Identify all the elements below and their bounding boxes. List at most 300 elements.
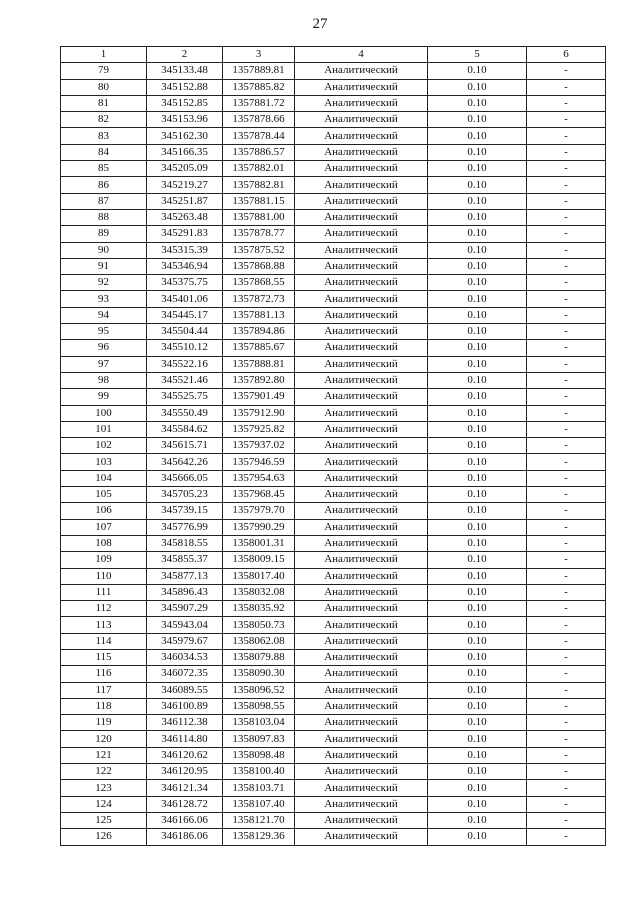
accuracy-cell: 0.10	[428, 552, 527, 568]
page-number: 27	[312, 16, 328, 32]
table-row	[61, 487, 606, 503]
note-cell: -	[527, 584, 606, 600]
accuracy-cell: 0.10	[428, 601, 527, 617]
method-cell: Аналитический	[295, 633, 428, 649]
note-cell: -	[527, 112, 606, 128]
method-cell: Аналитический	[295, 421, 428, 437]
x-coordinate-cell: 345877.13	[147, 568, 223, 584]
x-coordinate-cell: 345907.29	[147, 601, 223, 617]
method-cell: Аналитический	[295, 731, 428, 747]
note-cell: -	[527, 633, 606, 649]
point-number-cell: 92	[61, 275, 147, 291]
x-coordinate-cell: 345776.99	[147, 519, 223, 535]
x-coordinate-cell: 345521.46	[147, 372, 223, 388]
table-row	[61, 731, 606, 747]
method-cell: Аналитический	[295, 405, 428, 421]
table-row	[61, 617, 606, 633]
point-number-cell: 89	[61, 226, 147, 242]
y-coordinate-cell: 1357937.02	[223, 438, 295, 454]
method-cell: Аналитический	[295, 356, 428, 372]
accuracy-cell: 0.10	[428, 63, 527, 79]
note-cell: -	[527, 764, 606, 780]
y-coordinate-cell: 1357901.49	[223, 389, 295, 405]
x-coordinate-cell: 345550.49	[147, 405, 223, 421]
method-cell: Аналитический	[295, 829, 428, 845]
point-number-cell: 105	[61, 487, 147, 503]
point-number-cell: 81	[61, 95, 147, 111]
method-cell: Аналитический	[295, 519, 428, 535]
point-number-cell: 115	[61, 649, 147, 665]
point-number-cell: 90	[61, 242, 147, 258]
point-number-cell: 103	[61, 454, 147, 470]
y-coordinate-cell: 1357888.81	[223, 356, 295, 372]
note-cell: -	[527, 796, 606, 812]
y-coordinate-cell: 1357875.52	[223, 242, 295, 258]
point-number-cell: 121	[61, 747, 147, 763]
table-row	[61, 780, 606, 796]
x-coordinate-cell: 345510.12	[147, 340, 223, 356]
method-cell: Аналитический	[295, 666, 428, 682]
accuracy-cell: 0.10	[428, 438, 527, 454]
point-number-cell: 126	[61, 829, 147, 845]
note-cell: -	[527, 258, 606, 274]
note-cell: -	[527, 291, 606, 307]
method-cell: Аналитический	[295, 209, 428, 225]
x-coordinate-cell: 346034.53	[147, 649, 223, 665]
x-coordinate-cell: 346166.06	[147, 812, 223, 828]
point-number-cell: 114	[61, 633, 147, 649]
table-row	[61, 95, 606, 111]
note-cell: -	[527, 421, 606, 437]
y-coordinate-cell: 1357894.86	[223, 324, 295, 340]
method-cell: Аналитический	[295, 226, 428, 242]
note-cell: -	[527, 503, 606, 519]
y-coordinate-cell: 1358090.30	[223, 666, 295, 682]
note-cell: -	[527, 649, 606, 665]
x-coordinate-cell: 346186.06	[147, 829, 223, 845]
method-cell: Аналитический	[295, 601, 428, 617]
table-row	[61, 666, 606, 682]
method-cell: Аналитический	[295, 682, 428, 698]
point-number-cell: 117	[61, 682, 147, 698]
note-cell: -	[527, 682, 606, 698]
point-number-cell: 100	[61, 405, 147, 421]
note-cell: -	[527, 307, 606, 323]
y-coordinate-cell: 1358097.83	[223, 731, 295, 747]
accuracy-cell: 0.10	[428, 633, 527, 649]
table-row	[61, 747, 606, 763]
method-cell: Аналитический	[295, 584, 428, 600]
accuracy-cell: 0.10	[428, 242, 527, 258]
accuracy-cell: 0.10	[428, 356, 527, 372]
note-cell: -	[527, 63, 606, 79]
x-coordinate-cell: 345401.06	[147, 291, 223, 307]
method-cell: Аналитический	[295, 79, 428, 95]
y-coordinate-cell: 1357878.77	[223, 226, 295, 242]
x-coordinate-cell: 345943.04	[147, 617, 223, 633]
table-row	[61, 275, 606, 291]
note-cell: -	[527, 340, 606, 356]
accuracy-cell: 0.10	[428, 79, 527, 95]
x-coordinate-cell: 345346.94	[147, 258, 223, 274]
note-cell: -	[527, 275, 606, 291]
point-number-cell: 107	[61, 519, 147, 535]
table-row	[61, 242, 606, 258]
accuracy-cell: 0.10	[428, 291, 527, 307]
note-cell: -	[527, 161, 606, 177]
table-row	[61, 112, 606, 128]
x-coordinate-cell: 346114.80	[147, 731, 223, 747]
table-row	[61, 470, 606, 486]
point-number-cell: 82	[61, 112, 147, 128]
y-coordinate-cell: 1357881.72	[223, 95, 295, 111]
table-row	[61, 405, 606, 421]
point-number-cell: 112	[61, 601, 147, 617]
y-coordinate-cell: 1357946.59	[223, 454, 295, 470]
method-cell: Аналитический	[295, 340, 428, 356]
y-coordinate-cell: 1357886.57	[223, 144, 295, 160]
method-cell: Аналитический	[295, 242, 428, 258]
accuracy-cell: 0.10	[428, 95, 527, 111]
x-coordinate-cell: 345152.85	[147, 95, 223, 111]
y-coordinate-cell: 1357912.90	[223, 405, 295, 421]
method-cell: Аналитический	[295, 389, 428, 405]
x-coordinate-cell: 345522.16	[147, 356, 223, 372]
method-cell: Аналитический	[295, 487, 428, 503]
table-row	[61, 698, 606, 714]
y-coordinate-cell: 1358100.40	[223, 764, 295, 780]
accuracy-cell: 0.10	[428, 519, 527, 535]
accuracy-cell: 0.10	[428, 128, 527, 144]
accuracy-cell: 0.10	[428, 470, 527, 486]
y-coordinate-cell: 1358098.55	[223, 698, 295, 714]
note-cell: -	[527, 535, 606, 551]
point-number-cell: 99	[61, 389, 147, 405]
x-coordinate-cell: 345251.87	[147, 193, 223, 209]
x-coordinate-cell: 345705.23	[147, 487, 223, 503]
accuracy-cell: 0.10	[428, 682, 527, 698]
table-row	[61, 764, 606, 780]
method-cell: Аналитический	[295, 307, 428, 323]
table-row	[61, 812, 606, 828]
note-cell: -	[527, 519, 606, 535]
accuracy-cell: 0.10	[428, 405, 527, 421]
y-coordinate-cell: 1358103.04	[223, 715, 295, 731]
column-header: 5	[428, 47, 527, 63]
accuracy-cell: 0.10	[428, 584, 527, 600]
y-coordinate-cell: 1357925.82	[223, 421, 295, 437]
point-number-cell: 96	[61, 340, 147, 356]
table-row	[61, 552, 606, 568]
point-number-cell: 80	[61, 79, 147, 95]
y-coordinate-cell: 1358107.40	[223, 796, 295, 812]
point-number-cell: 84	[61, 144, 147, 160]
y-coordinate-cell: 1357881.00	[223, 209, 295, 225]
note-cell: -	[527, 698, 606, 714]
accuracy-cell: 0.10	[428, 715, 527, 731]
note-cell: -	[527, 747, 606, 763]
accuracy-cell: 0.10	[428, 226, 527, 242]
accuracy-cell: 0.10	[428, 193, 527, 209]
table-row	[61, 584, 606, 600]
method-cell: Аналитический	[295, 715, 428, 731]
y-coordinate-cell: 1357979.70	[223, 503, 295, 519]
table-row	[61, 161, 606, 177]
table-row	[61, 568, 606, 584]
point-number-cell: 106	[61, 503, 147, 519]
table-row	[61, 535, 606, 551]
table-row	[61, 503, 606, 519]
x-coordinate-cell: 346072.35	[147, 666, 223, 682]
method-cell: Аналитический	[295, 812, 428, 828]
point-number-cell: 102	[61, 438, 147, 454]
accuracy-cell: 0.10	[428, 275, 527, 291]
y-coordinate-cell: 1357878.44	[223, 128, 295, 144]
accuracy-cell: 0.10	[428, 503, 527, 519]
y-coordinate-cell: 1358098.48	[223, 747, 295, 763]
x-coordinate-cell: 345166.35	[147, 144, 223, 160]
point-number-cell: 98	[61, 372, 147, 388]
accuracy-cell: 0.10	[428, 421, 527, 437]
y-coordinate-cell: 1358121.70	[223, 812, 295, 828]
accuracy-cell: 0.10	[428, 161, 527, 177]
note-cell: -	[527, 829, 606, 845]
table-body	[61, 63, 606, 845]
accuracy-cell: 0.10	[428, 698, 527, 714]
point-number-cell: 123	[61, 780, 147, 796]
note-cell: -	[527, 177, 606, 193]
x-coordinate-cell: 345152.88	[147, 79, 223, 95]
x-coordinate-cell: 345584.62	[147, 421, 223, 437]
y-coordinate-cell: 1358017.40	[223, 568, 295, 584]
method-cell: Аналитический	[295, 112, 428, 128]
note-cell: -	[527, 487, 606, 503]
note-cell: -	[527, 470, 606, 486]
note-cell: -	[527, 372, 606, 388]
table-row	[61, 291, 606, 307]
note-cell: -	[527, 226, 606, 242]
accuracy-cell: 0.10	[428, 617, 527, 633]
y-coordinate-cell: 1358009.15	[223, 552, 295, 568]
method-cell: Аналитический	[295, 193, 428, 209]
x-coordinate-cell: 345525.75	[147, 389, 223, 405]
table-row	[61, 307, 606, 323]
point-number-cell: 97	[61, 356, 147, 372]
y-coordinate-cell: 1357868.88	[223, 258, 295, 274]
method-cell: Аналитический	[295, 177, 428, 193]
accuracy-cell: 0.10	[428, 389, 527, 405]
point-number-cell: 111	[61, 584, 147, 600]
table-row	[61, 79, 606, 95]
accuracy-cell: 0.10	[428, 796, 527, 812]
note-cell: -	[527, 731, 606, 747]
point-number-cell: 122	[61, 764, 147, 780]
note-cell: -	[527, 324, 606, 340]
y-coordinate-cell: 1357892.80	[223, 372, 295, 388]
method-cell: Аналитический	[295, 144, 428, 160]
note-cell: -	[527, 601, 606, 617]
x-coordinate-cell: 345896.43	[147, 584, 223, 600]
y-coordinate-cell: 1357882.01	[223, 161, 295, 177]
note-cell: -	[527, 812, 606, 828]
y-coordinate-cell: 1358035.92	[223, 601, 295, 617]
y-coordinate-cell: 1357990.29	[223, 519, 295, 535]
method-cell: Аналитический	[295, 324, 428, 340]
accuracy-cell: 0.10	[428, 112, 527, 128]
note-cell: -	[527, 552, 606, 568]
x-coordinate-cell: 345219.27	[147, 177, 223, 193]
method-cell: Аналитический	[295, 568, 428, 584]
method-cell: Аналитический	[295, 63, 428, 79]
y-coordinate-cell: 1358032.08	[223, 584, 295, 600]
accuracy-cell: 0.10	[428, 731, 527, 747]
note-cell: -	[527, 209, 606, 225]
y-coordinate-cell: 1358096.52	[223, 682, 295, 698]
table-row	[61, 421, 606, 437]
column-header: 4	[295, 47, 428, 63]
accuracy-cell: 0.10	[428, 649, 527, 665]
accuracy-cell: 0.10	[428, 144, 527, 160]
method-cell: Аналитический	[295, 372, 428, 388]
table-row	[61, 389, 606, 405]
note-cell: -	[527, 568, 606, 584]
point-number-cell: 104	[61, 470, 147, 486]
accuracy-cell: 0.10	[428, 307, 527, 323]
table-row	[61, 193, 606, 209]
method-cell: Аналитический	[295, 698, 428, 714]
method-cell: Аналитический	[295, 796, 428, 812]
y-coordinate-cell: 1358129.36	[223, 829, 295, 845]
method-cell: Аналитический	[295, 764, 428, 780]
note-cell: -	[527, 242, 606, 258]
point-number-cell: 110	[61, 568, 147, 584]
method-cell: Аналитический	[295, 535, 428, 551]
x-coordinate-cell: 345818.55	[147, 535, 223, 551]
method-cell: Аналитический	[295, 747, 428, 763]
accuracy-cell: 0.10	[428, 829, 527, 845]
accuracy-cell: 0.10	[428, 487, 527, 503]
note-cell: -	[527, 715, 606, 731]
x-coordinate-cell: 345739.15	[147, 503, 223, 519]
y-coordinate-cell: 1357868.55	[223, 275, 295, 291]
accuracy-cell: 0.10	[428, 747, 527, 763]
x-coordinate-cell: 345162.30	[147, 128, 223, 144]
x-coordinate-cell: 346112.38	[147, 715, 223, 731]
accuracy-cell: 0.10	[428, 209, 527, 225]
point-number-cell: 85	[61, 161, 147, 177]
y-coordinate-cell: 1357872.73	[223, 291, 295, 307]
x-coordinate-cell: 346089.55	[147, 682, 223, 698]
table-row	[61, 340, 606, 356]
method-cell: Аналитический	[295, 258, 428, 274]
note-cell: -	[527, 95, 606, 111]
accuracy-cell: 0.10	[428, 764, 527, 780]
accuracy-cell: 0.10	[428, 568, 527, 584]
point-number-cell: 91	[61, 258, 147, 274]
table-header-row	[61, 47, 606, 63]
accuracy-cell: 0.10	[428, 535, 527, 551]
note-cell: -	[527, 666, 606, 682]
x-coordinate-cell: 345315.39	[147, 242, 223, 258]
y-coordinate-cell: 1357968.45	[223, 487, 295, 503]
point-number-cell: 93	[61, 291, 147, 307]
table-row	[61, 209, 606, 225]
x-coordinate-cell: 346100.89	[147, 698, 223, 714]
point-number-cell: 88	[61, 209, 147, 225]
note-cell: -	[527, 617, 606, 633]
point-number-cell: 86	[61, 177, 147, 193]
table-row	[61, 649, 606, 665]
x-coordinate-cell: 346120.95	[147, 764, 223, 780]
note-cell: -	[527, 454, 606, 470]
point-number-cell: 79	[61, 63, 147, 79]
point-number-cell: 87	[61, 193, 147, 209]
column-header: 3	[223, 47, 295, 63]
y-coordinate-cell: 1358062.08	[223, 633, 295, 649]
note-cell: -	[527, 128, 606, 144]
note-cell: -	[527, 144, 606, 160]
point-number-cell: 116	[61, 666, 147, 682]
note-cell: -	[527, 780, 606, 796]
note-cell: -	[527, 405, 606, 421]
accuracy-cell: 0.10	[428, 812, 527, 828]
table-row	[61, 601, 606, 617]
method-cell: Аналитический	[295, 454, 428, 470]
x-coordinate-cell: 345205.09	[147, 161, 223, 177]
accuracy-cell: 0.10	[428, 258, 527, 274]
note-cell: -	[527, 193, 606, 209]
x-coordinate-cell: 345153.96	[147, 112, 223, 128]
table-row	[61, 356, 606, 372]
column-header: 1	[61, 47, 147, 63]
point-number-cell: 113	[61, 617, 147, 633]
table-row	[61, 258, 606, 274]
x-coordinate-cell: 345291.83	[147, 226, 223, 242]
method-cell: Аналитический	[295, 275, 428, 291]
method-cell: Аналитический	[295, 438, 428, 454]
note-cell: -	[527, 438, 606, 454]
table-row	[61, 438, 606, 454]
point-number-cell: 108	[61, 535, 147, 551]
table-row	[61, 372, 606, 388]
point-number-cell: 101	[61, 421, 147, 437]
point-number-cell: 124	[61, 796, 147, 812]
x-coordinate-cell: 346120.62	[147, 747, 223, 763]
x-coordinate-cell: 346128.72	[147, 796, 223, 812]
y-coordinate-cell: 1358079.88	[223, 649, 295, 665]
column-header: 2	[147, 47, 223, 63]
method-cell: Аналитический	[295, 503, 428, 519]
accuracy-cell: 0.10	[428, 177, 527, 193]
method-cell: Аналитический	[295, 617, 428, 633]
y-coordinate-cell: 1358103.71	[223, 780, 295, 796]
table-row	[61, 682, 606, 698]
table-row	[61, 796, 606, 812]
point-number-cell: 120	[61, 731, 147, 747]
x-coordinate-cell: 345855.37	[147, 552, 223, 568]
method-cell: Аналитический	[295, 552, 428, 568]
accuracy-cell: 0.10	[428, 780, 527, 796]
x-coordinate-cell: 345979.67	[147, 633, 223, 649]
y-coordinate-cell: 1357881.13	[223, 307, 295, 323]
table-row	[61, 128, 606, 144]
method-cell: Аналитический	[295, 128, 428, 144]
table-row	[61, 715, 606, 731]
accuracy-cell: 0.10	[428, 666, 527, 682]
point-number-cell: 118	[61, 698, 147, 714]
accuracy-cell: 0.10	[428, 372, 527, 388]
y-coordinate-cell: 1357954.63	[223, 470, 295, 486]
